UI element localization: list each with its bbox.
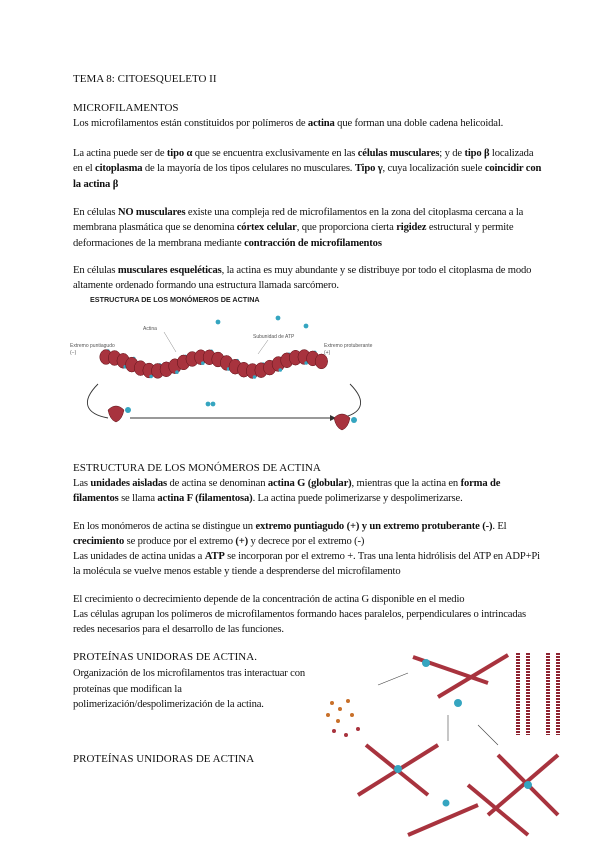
atp-molecule-icon (149, 375, 153, 379)
bold-text: crecimiento (73, 536, 125, 548)
bold-text: coincidir con la actina β (73, 163, 542, 190)
atp-label: Subunidad de ATP (253, 334, 295, 340)
atp-molecule-icon (175, 370, 179, 374)
paragraph-atp-hydrolysis (73, 549, 543, 580)
text-run: se incorporan por el extremo +. Tras una lenta hidrólisis del ATP en ADP+Pi la molécula se vuelve menos estable y tiende a desprenderse del microfilamento (73, 551, 540, 578)
text-run: de actina se denominan (167, 478, 268, 489)
atp-molecule-icon (216, 320, 221, 325)
bold-text: extremo puntiagudo (+) y un extremo protuberante (-) (255, 521, 493, 532)
bold-text: unidades aisladas (90, 478, 168, 489)
text-run: ; y de (439, 148, 465, 159)
text-run: Las unidades de actina unidas a (73, 551, 205, 562)
bold-text: actina F (filamentosa) (157, 493, 253, 505)
bold-text: rigidez (396, 222, 427, 234)
atp-molecule-icon (253, 375, 257, 379)
paragraph-proteinas-organization (73, 666, 311, 713)
bold-text: células musculares (357, 148, 440, 159)
text-run: , que proporciona cierta (296, 222, 397, 234)
paragraph-growth-concentration (73, 592, 543, 607)
text-run: , la actina es muy abundante y se distribuye por todo el citoplasma de modo altamente ordenado formando una estructura llamada sarcómero. (73, 265, 532, 292)
bold-text: (+) (235, 536, 249, 548)
bold-text: NO musculares (117, 207, 186, 218)
atp-molecule-icon (276, 316, 281, 321)
text-run: se produce por el extremo (124, 536, 236, 548)
text-run: La actina puede ser de (73, 148, 167, 159)
text-run: Las células agrupan los polímeros de microfilamentos formando haces paralelos, perpendiculares o intrincadas redes necesarios para el desarrollo de las funciones. (73, 609, 526, 636)
plus-end-label: Extremo protuberante (324, 343, 373, 349)
bold-text: musculares esqueléticas (117, 265, 222, 276)
text-run: que forman una doble cadena helicoidal. (334, 118, 504, 129)
paragraph-actina-types (73, 146, 543, 192)
bold-text: córtex celular (236, 222, 297, 234)
text-run: , mientras que la actina en (351, 478, 461, 489)
bold-text: tipo β (464, 148, 490, 159)
paragraph-non-muscle-cells (73, 205, 543, 251)
text-run: Organización de los microfilamentos tras interactuar con proteínas que modifican la polimerización/despolimerización de la actina. (73, 668, 306, 710)
bold-text: citoplasma (95, 163, 143, 175)
text-run: existe una compleja red de microfilamentos en la zona del citoplasma cercana a la membrana plasmática que se denomina (73, 207, 524, 234)
bold-text: actina (307, 118, 335, 129)
paragraph-monomer-ends (73, 519, 543, 550)
figure-arrow (478, 725, 498, 745)
atp-molecule-icon (279, 368, 283, 372)
bold-text: ATP (204, 551, 225, 562)
text-run: Las (73, 478, 91, 489)
text-run: El crecimiento o decrecimiento depende de la concentración de actina G disponible en el medio (73, 594, 465, 605)
actin-filament-helix (100, 349, 328, 379)
section-heading-proteinas: PROTEÍNAS UNIDORAS DE ACTINA. (73, 651, 257, 663)
actin-monomers-dots (326, 699, 360, 737)
actina-label: Actina (143, 326, 157, 332)
figure-actin-filament (68, 292, 380, 452)
figure-actin-binding-proteins (318, 645, 566, 845)
atp-molecule-icon (206, 402, 211, 407)
bold-text: actina G (globular) (267, 478, 352, 489)
figure-title: ESTRUCTURA DE LOS MONÓMEROS DE ACTINA (90, 295, 260, 304)
document-title: TEMA 8: CITOESQUELETO II (73, 73, 217, 85)
paragraph-actina-g-f (73, 476, 543, 507)
paragraph-filament-bundles (73, 607, 543, 638)
text-run: En células (73, 265, 118, 276)
minus-sign-label: (−) (70, 350, 77, 356)
text-run: Los microfilamentos están constituidos por polímeros de (73, 118, 308, 129)
plus-sign-label: (+) (324, 350, 331, 356)
text-run: . La actina puede polimerizarse y despolimerizarse. (252, 493, 463, 505)
text-run: En células (73, 207, 118, 218)
text-run: localizada en el (73, 148, 534, 175)
actin-monomer (315, 354, 327, 369)
atp-molecule-icon (304, 324, 309, 329)
filament-bundle-top (413, 655, 508, 707)
depolymerization-arrow (87, 384, 108, 418)
text-run: que se encuentra exclusivamente en las (192, 148, 358, 159)
atp-molecule-icon (201, 361, 205, 365)
text-run: En los monómeros de actina se distingue un (73, 521, 256, 532)
filament-bundle-parallel (518, 653, 558, 735)
section-heading-estructura: ESTRUCTURA DE LOS MONÓMEROS DE ACTINA (73, 462, 321, 474)
section-heading-proteinas-2: PROTEÍNAS UNIDORAS DE ACTINA (73, 753, 255, 765)
bold-text: Tipo γ (354, 163, 383, 175)
free-monomer-right (334, 414, 357, 430)
text-run: de la mayoría de los tipos celulares no musculares. (142, 163, 355, 175)
text-run: se llama (118, 493, 158, 505)
atp-molecule-icon (211, 402, 216, 407)
text-run: . El (492, 521, 507, 532)
paragraph-microfilamentos-definition (73, 116, 543, 131)
bold-text: contracción de microfilamentos (244, 237, 382, 249)
filament-network-bottom (358, 745, 558, 835)
text-run: , cuya localización suele (382, 163, 485, 175)
bold-text: forma de filamentos (73, 478, 501, 505)
free-monomer-left (108, 406, 131, 422)
figure-arrow (378, 673, 408, 685)
text-run: y decrece por el extremo (-) (248, 536, 365, 548)
minus-end-label: Extremo puntiagudo (70, 343, 115, 349)
bold-text: tipo α (166, 148, 193, 159)
section-heading-microfilamentos: MICROFILAMENTOS (73, 102, 179, 114)
polymerization-arrow (340, 384, 361, 418)
paragraph-skeletal-muscle (73, 263, 543, 294)
text-run: estructural y permite deformaciones de la membrana mediante (73, 222, 514, 249)
